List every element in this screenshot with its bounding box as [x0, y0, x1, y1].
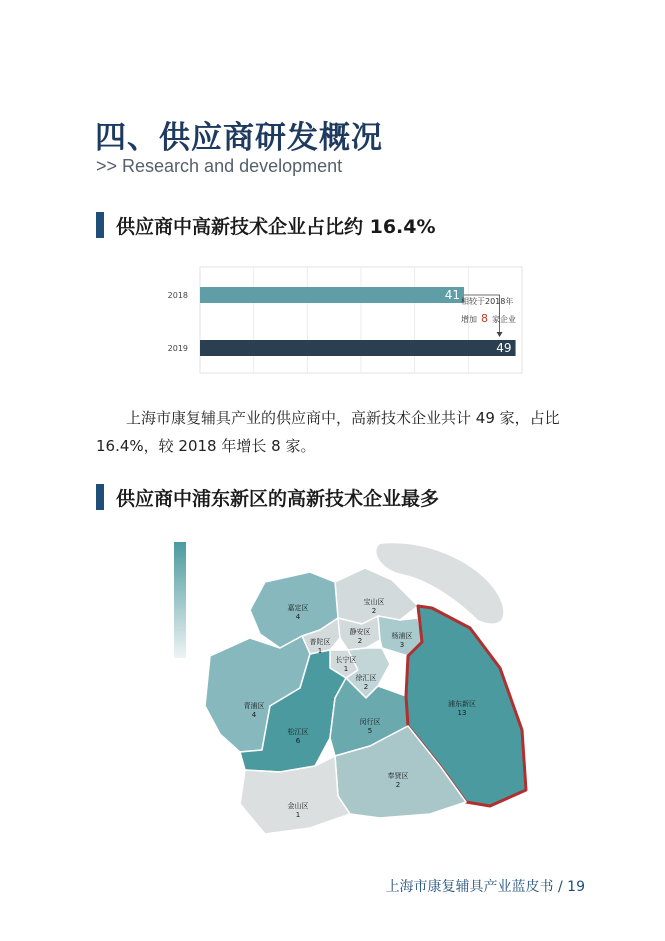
hitech-bar-chart: [160, 266, 530, 378]
district-label-9-name: 闵行区: [359, 718, 381, 726]
section-heading-pudong: [96, 484, 439, 510]
shanghai-district-map: [170, 538, 530, 838]
bar-2019: [200, 340, 516, 356]
page-title: 四、供应商研发概况: [95, 120, 383, 156]
section-marker: [96, 212, 104, 238]
bar-value-2018: 41: [444, 288, 461, 302]
annotation-line2: 增加 8 家企业: [461, 312, 516, 325]
district-label-11-count: 2: [395, 781, 401, 789]
district-label-3-name: 静安区: [349, 628, 371, 636]
bar-2018: [200, 287, 464, 303]
category-label-2018: 2018: [167, 291, 188, 300]
color-legend-bar: [174, 542, 186, 658]
district-label-3-count: 2: [357, 637, 363, 645]
district-label-12-count: 1: [295, 811, 301, 819]
district-label-1-name: 嘉定区: [287, 604, 309, 612]
page-subtitle: >> Research and development: [96, 156, 343, 176]
district-label-4-count: 3: [399, 641, 405, 649]
district-label-8-count: 6: [295, 737, 301, 745]
district-label-8-name: 松江区: [287, 728, 309, 736]
district-label-6-name: 徐汇区: [355, 674, 377, 682]
annotation-line1: 相较于2018年: [461, 297, 514, 306]
district-label-6-count: 2: [363, 683, 369, 691]
page-footer: 上海市康复辅具产业蓝皮书 / 19: [385, 879, 585, 895]
district-label-10-count: 13: [457, 709, 467, 717]
district-label-4-name: 杨浦区: [391, 632, 413, 640]
summary-paragraph: 上海市康复辅具产业的供应商中，高新技术企业共计 49 家，占比 16.4%，较 2018 年增长 8 家。: [96, 409, 560, 455]
district-label-7-name: 青浦区: [243, 702, 265, 710]
category-label-2019: 2019: [167, 344, 188, 353]
district-label-7-count: 4: [251, 711, 257, 719]
section-heading-text: 供应商中高新技术企业占比约 16.4%: [116, 215, 436, 238]
district-label-1-count: 4: [295, 613, 301, 621]
district-label-9-count: 5: [367, 727, 373, 735]
district-label-5-count: 1: [343, 665, 349, 673]
district-label-2-name: 普陀区: [309, 638, 331, 646]
bar-value-2019: 49: [496, 341, 512, 355]
district-label-2-count: 1: [317, 647, 323, 655]
section-heading-hitech-ratio: [96, 212, 436, 238]
district-label-5-name: 长宁区: [335, 656, 357, 664]
district-label-10-name: 浦东新区: [448, 700, 476, 708]
district-label-0-name: 宝山区: [363, 598, 385, 606]
section-marker: [96, 484, 104, 510]
district-label-11-name: 奉贤区: [387, 772, 409, 780]
district-label-12-name: 金山区: [287, 802, 309, 810]
district-baoshan: [335, 568, 418, 624]
section-heading-text: 供应商中浦东新区的高新技术企业最多: [116, 487, 440, 510]
district-label-0-count: 2: [371, 607, 377, 615]
